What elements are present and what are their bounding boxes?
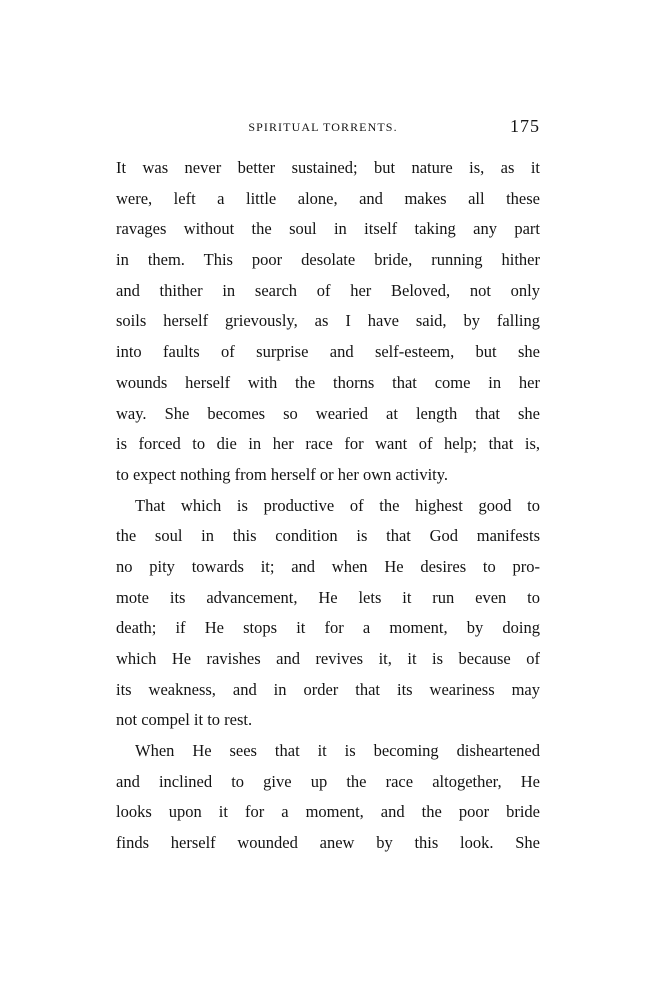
- page-number: 175: [510, 116, 540, 136]
- running-title: SPIRITUAL TORRENTS.: [248, 120, 398, 134]
- text-line: death; if He stops it for a moment, by doing: [116, 618, 540, 638]
- text-line: That which is productive of the highest good to: [135, 495, 540, 515]
- text-line: It was never better sustained; but nature is, as it: [116, 158, 540, 177]
- text-line: were, left a little alone, and makes all these: [116, 188, 540, 208]
- text-line: into faults of surprise and self-esteem, but she: [116, 342, 540, 362]
- text-line: wounds herself with the thorns that come in her: [116, 372, 540, 392]
- text-line: looks upon it for a moment, and the poor bride: [116, 802, 540, 822]
- text-line: the soul in this condition is that God manifests: [116, 526, 540, 546]
- text-line: ravages without the soul in itself taking any part: [116, 219, 540, 239]
- text-line: is forced to die in her race for want of help; that is,: [116, 434, 540, 454]
- text-line: which He ravishes and revives it, it is because of: [116, 649, 540, 668]
- text-line: its weakness, and in order that its weariness may: [116, 679, 540, 699]
- running-head: [116, 116, 540, 140]
- paragraph-2: [116, 491, 540, 737]
- text-line: way. She becomes so wearied at length that she: [116, 403, 540, 423]
- paragraph-1: [116, 153, 540, 491]
- text-line: soils herself grievously, as I have said, by falling: [116, 311, 540, 331]
- paragraph-3: [116, 736, 540, 859]
- text-line: to expect nothing from herself or her own activity.: [116, 464, 449, 484]
- body-text: [116, 153, 540, 859]
- text-line: and thither in search of her Beloved, not only: [116, 280, 540, 300]
- text-line: in them. This poor desolate bride, running hither: [116, 250, 540, 270]
- text-line: no pity towards it; and when He desires to pro-: [116, 556, 540, 576]
- text-line: mote its advancement, He lets it run even to: [116, 587, 540, 607]
- text-line: When He sees that it is becoming disheartened: [135, 741, 540, 761]
- text-line: and inclined to give up the race altogether, He: [116, 771, 540, 791]
- text-line: finds herself wounded anew by this look. She: [116, 833, 540, 853]
- text-line: not compel it to rest.: [116, 710, 253, 730]
